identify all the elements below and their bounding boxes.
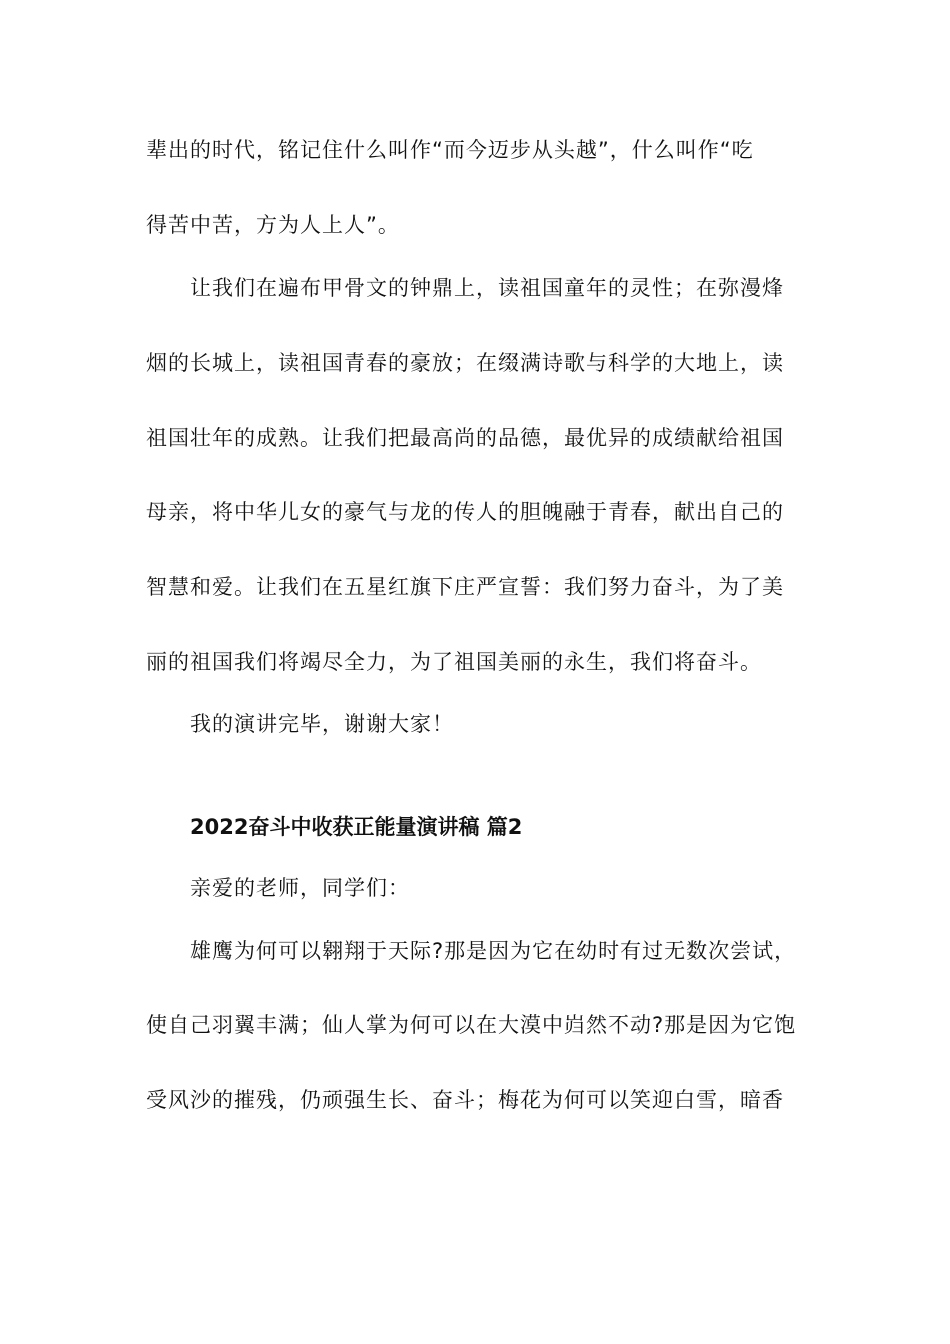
greeting-line: 亲爱的老师，同学们：	[190, 876, 410, 900]
paragraph-line: 祖国壮年的成熟。让我们把最高尚的品德，最优异的成绩献给祖国	[146, 426, 784, 450]
paragraph-line: 受风沙的摧残，仍顽强生长、奋斗；梅花为何可以笑迎白雪，暗香	[146, 1088, 784, 1112]
paragraph-line: 使自己羽翼丰满；仙人掌为何可以在大漠中岿然不动?那是因为它饱	[146, 1013, 797, 1037]
paragraph-line: 智慧和爱。让我们在五星红旗下庄严宣誓：我们努力奋斗，为了美	[146, 575, 784, 599]
paragraph-line: 丽的祖国我们将竭尽全力，为了祖国美丽的永生，我们将奋斗。	[146, 650, 762, 674]
paragraph-line: 母亲，将中华儿女的豪气与龙的传人的胆魄融于青春，献出自己的	[146, 500, 784, 524]
paragraph-line: 雄鹰为何可以翱翔于天际?那是因为它在幼时有过无数次尝试，	[190, 939, 797, 963]
section-heading: 2022奋斗中收获正能量演讲稿 篇2	[190, 815, 523, 839]
paragraph-line: 辈出的时代，铭记住什么叫作“而今迈步从头越”，什么叫作“吃	[146, 138, 754, 162]
paragraph-line: 得苦中苦，方为人上人”。	[146, 213, 400, 237]
paragraph-line: 让我们在遍布甲骨文的钟鼎上，读祖国童年的灵性；在弥漫烽	[190, 276, 784, 300]
paragraph-line: 烟的长城上，读祖国青春的豪放；在缀满诗歌与科学的大地上，读	[146, 351, 784, 375]
closing-line: 我的演讲完毕，谢谢大家！	[190, 712, 454, 736]
